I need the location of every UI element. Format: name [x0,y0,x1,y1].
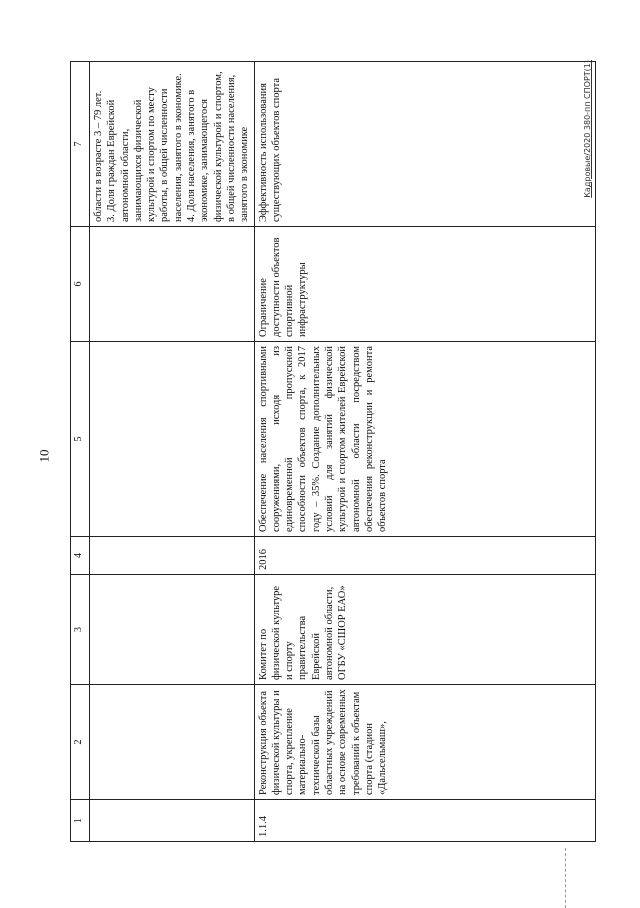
measure-name-cell: Реконструкция объекта физической культуры и спорта, укрепление материально-технической базы областных учреждений на основе современных требований к объектам спорта (стадион «Дальсельмаш», [254,685,595,800]
indicators-cell: области в возрасте 3 – 79 лет. 3. Доля граждан Еврейской автономной области, занимающихся физической культурой и спортом по месту работы, в общей численности населения, занятого в экономике. 4. Доля населения, занятого в экономике, занимающегося физической культурой и спортом, в общей численности населения, занятого в экономике [90,62,255,227]
page-number: 10 [36,449,52,463]
header-col-2: 2 [71,685,90,800]
margin-dash-marks [565,848,568,908]
rotated-document-sheet [70,60,592,842]
cell [90,342,255,537]
header-col-5: 5 [71,342,90,537]
footer-note: Кадровые/2020 380-пп СПОРТ(1) [583,60,592,198]
cell [90,800,255,842]
cell [90,537,255,575]
header-col-6: 6 [71,227,90,342]
year-cell: 2016 [254,537,595,575]
measures-table [70,61,596,842]
header-col-3: 3 [71,575,90,685]
table-row-continued [90,62,255,842]
header-col-7: 7 [71,62,90,227]
header-col-1: 1 [71,800,90,842]
responsible-cell: Комитет по физической культуре и спорту правительства Еврейской автономной области, ОГБУ «СШОР ЕАО» [254,575,595,685]
header-row [71,62,90,842]
indicator-cell: Эффективность использования существующих объектов спорта [254,62,595,227]
header-col-4: 4 [71,537,90,575]
cell [90,227,255,342]
table-row-1-1-4 [254,62,595,842]
consequences-cell: Ограничение доступности объектов спортивной инфраструктуры [254,227,595,342]
expected-result-cell: Обеспечение населения спортивными сооружениями, исходя из единовременной пропускной способности объектов спорта, к 2017 году – 35%. Создание дополнительных условий для занятий физической культурой и спортом жителей Еврейской автономной области посредством обеспечения реконструкции и ремонта объектов спорта [254,342,595,537]
cell [90,685,255,800]
cell [90,575,255,685]
item-number-cell: 1.1.4 [254,800,595,842]
